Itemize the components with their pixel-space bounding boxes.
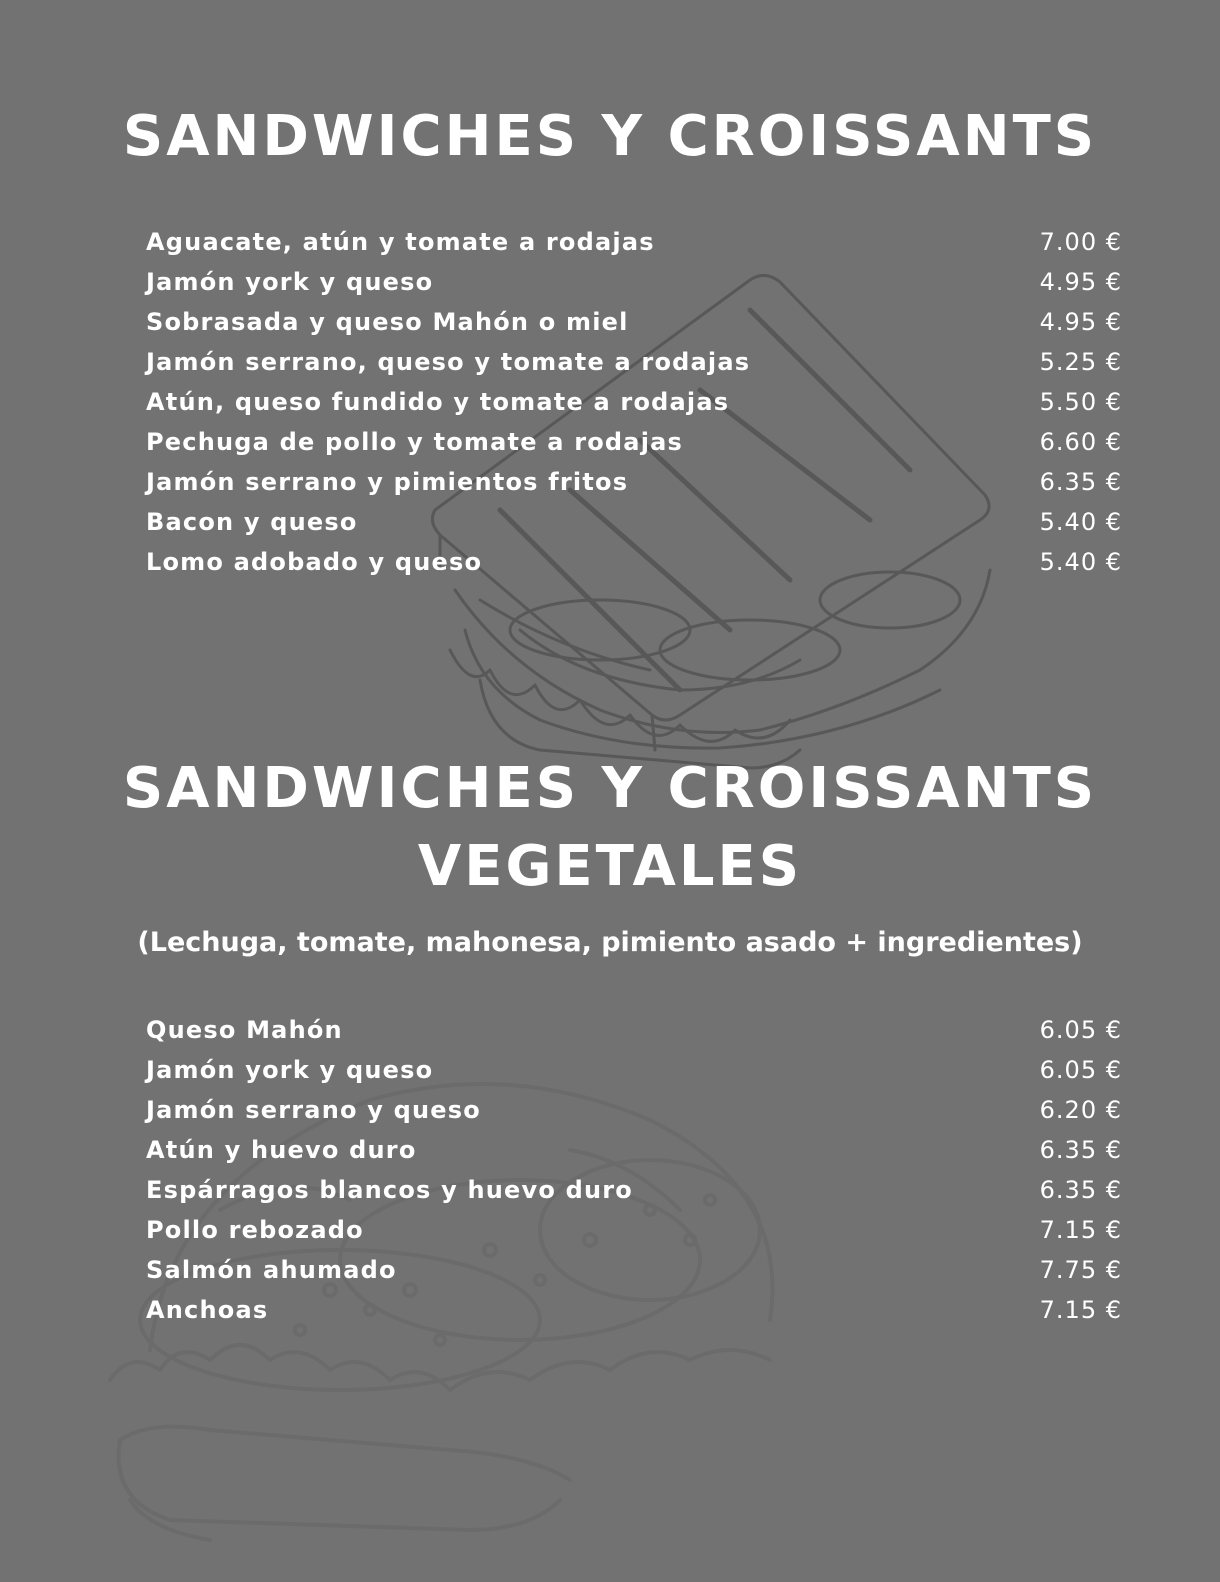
menu-item bbox=[146, 422, 1122, 462]
item-price: 7.15 € bbox=[1039, 1296, 1122, 1324]
menu-item bbox=[146, 502, 1122, 542]
item-price: 4.95 € bbox=[1039, 308, 1122, 336]
item-price: 4.95 € bbox=[1039, 268, 1122, 296]
item-name: Jamón serrano y queso bbox=[146, 1096, 481, 1124]
menu-item bbox=[146, 382, 1122, 422]
menu-item bbox=[146, 462, 1122, 502]
item-name: Pechuga de pollo y tomate a rodajas bbox=[146, 428, 683, 456]
item-name: Anchoas bbox=[146, 1296, 269, 1324]
menu-item bbox=[146, 342, 1122, 382]
item-name: Sobrasada y queso Mahón o miel bbox=[146, 308, 629, 336]
item-name: Queso Mahón bbox=[146, 1016, 343, 1044]
item-name: Aguacate, atún y tomate a rodajas bbox=[146, 228, 655, 256]
item-price: 5.40 € bbox=[1039, 548, 1122, 576]
item-price: 6.05 € bbox=[1039, 1016, 1122, 1044]
menu-item bbox=[146, 1290, 1122, 1330]
section-title-line2: VEGETALES bbox=[417, 834, 803, 899]
item-price: 6.60 € bbox=[1039, 428, 1122, 456]
menu-list-sandwiches bbox=[146, 222, 1122, 582]
item-price: 7.75 € bbox=[1039, 1256, 1122, 1284]
item-price: 5.25 € bbox=[1039, 348, 1122, 376]
item-price: 6.35 € bbox=[1039, 468, 1122, 496]
section-title-vegetales bbox=[0, 750, 1220, 906]
item-name: Espárragos blancos y huevo duro bbox=[146, 1176, 634, 1204]
menu-list-vegetales bbox=[146, 1010, 1122, 1330]
menu-item bbox=[146, 1050, 1122, 1090]
menu-item bbox=[146, 222, 1122, 262]
item-name: Jamón serrano y pimientos fritos bbox=[146, 468, 629, 496]
item-price: 5.40 € bbox=[1039, 508, 1122, 536]
menu-item bbox=[146, 1130, 1122, 1170]
item-price: 5.50 € bbox=[1039, 388, 1122, 416]
section-title-sandwiches: SANDWICHES Y CROISSANTS bbox=[122, 104, 1098, 169]
item-name: Jamón york y queso bbox=[146, 268, 434, 296]
section-subtitle: (Lechuga, tomate, mahonesa, pimiento asado + ingredientes) bbox=[137, 927, 1083, 958]
item-price: 6.20 € bbox=[1039, 1096, 1122, 1124]
menu-item bbox=[146, 542, 1122, 582]
item-price: 6.05 € bbox=[1039, 1056, 1122, 1084]
menu-item bbox=[146, 262, 1122, 302]
item-price: 6.35 € bbox=[1039, 1136, 1122, 1164]
menu-item bbox=[146, 1010, 1122, 1050]
section-title-line1: SANDWICHES Y CROISSANTS bbox=[122, 756, 1098, 821]
item-price: 7.15 € bbox=[1039, 1216, 1122, 1244]
menu-item bbox=[146, 1210, 1122, 1250]
menu-item bbox=[146, 1250, 1122, 1290]
item-name: Jamón serrano, queso y tomate a rodajas bbox=[146, 348, 751, 376]
item-name: Jamón york y queso bbox=[146, 1056, 434, 1084]
item-price: 6.35 € bbox=[1039, 1176, 1122, 1204]
item-name: Salmón ahumado bbox=[146, 1256, 397, 1284]
menu-item bbox=[146, 1090, 1122, 1130]
item-name: Lomo adobado y queso bbox=[146, 548, 483, 576]
item-price: 7.00 € bbox=[1039, 228, 1122, 256]
menu-item bbox=[146, 302, 1122, 342]
item-name: Bacon y queso bbox=[146, 508, 358, 536]
item-name: Atún, queso fundido y tomate a rodajas bbox=[146, 388, 730, 416]
item-name: Pollo rebozado bbox=[146, 1216, 364, 1244]
item-name: Atún y huevo duro bbox=[146, 1136, 417, 1164]
menu-item bbox=[146, 1170, 1122, 1210]
